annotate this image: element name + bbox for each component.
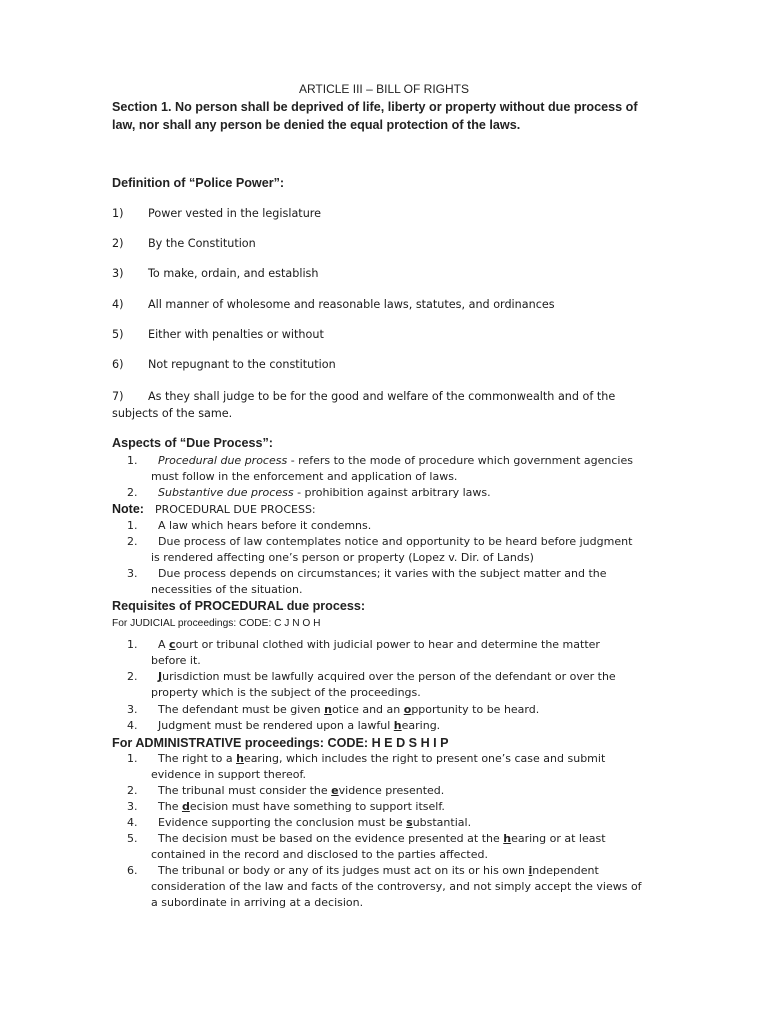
article-title: ARTICLE III – BILL OF RIGHTS bbox=[298, 82, 470, 96]
list-item bbox=[158, 670, 616, 683]
text-part: earing or at least bbox=[511, 832, 606, 845]
list-item-number: 3. bbox=[127, 567, 138, 580]
list-item-number: 2. bbox=[127, 486, 138, 499]
text-part: The bbox=[158, 800, 182, 813]
list-item-number: 2) bbox=[112, 237, 124, 250]
list-item-text: Either with penalties or without bbox=[148, 328, 324, 341]
list-item-continuation: property which is the subject of the proceedings. bbox=[151, 686, 421, 699]
text-part: earing, which includes the right to present one’s case and submit bbox=[243, 752, 606, 765]
list-item-number: 1. bbox=[127, 752, 138, 765]
section-1-text: Section 1. No person shall be deprived of life, liberty or property without due process of law, nor shall any person be denied the equal protection of the laws. bbox=[112, 100, 638, 132]
list-item bbox=[158, 454, 633, 467]
list-item-text: To make, ordain, and establish bbox=[148, 267, 319, 280]
list-item-text: Due process of law contemplates notice and opportunity to be heard before judgment bbox=[158, 535, 633, 548]
list-item-continuation: is rendered affecting one’s person or property (Lopez v. Dir. of Lands) bbox=[151, 551, 534, 564]
list-item-number: 1) bbox=[112, 207, 124, 220]
list-item-number: 1. bbox=[127, 638, 138, 651]
judicial-code: For JUDICIAL proceedings: CODE: C J N O H bbox=[112, 618, 321, 629]
text-part: vidence presented. bbox=[338, 784, 445, 797]
text-part: The defendant must be given bbox=[158, 703, 325, 716]
list-item-number: 6) bbox=[112, 358, 124, 371]
list-item-text: Power vested in the legislature bbox=[148, 207, 322, 220]
code-letter: d bbox=[181, 800, 190, 813]
note-label: Note: bbox=[112, 502, 144, 516]
list-item-number: 1. bbox=[127, 454, 138, 467]
list-item-continuation: must follow in the enforcement and application of laws. bbox=[151, 470, 458, 483]
list-item-text: As they shall judge to be for the good and welfare of the commonwealth and of the subjects of the same. bbox=[112, 390, 616, 420]
list-item-number: 2. bbox=[127, 670, 138, 683]
list-item-number: 2. bbox=[127, 535, 138, 548]
list-item-number: 3. bbox=[127, 800, 138, 813]
list-item-number: 4. bbox=[127, 816, 138, 829]
admin-code-heading: For ADMINISTRATIVE proceedings: CODE: H E D S H I P bbox=[112, 736, 449, 750]
code-letter: o bbox=[403, 703, 412, 716]
list-item bbox=[158, 486, 491, 499]
code-letter: s bbox=[406, 816, 413, 829]
list-item-text: Not repugnant to the constitution bbox=[148, 358, 336, 371]
list-item-text: By the Constitution bbox=[148, 237, 256, 250]
text-part: ubstantial. bbox=[412, 816, 472, 829]
text-part: ecision must have something to support itself. bbox=[189, 800, 445, 813]
list-item-text: - prohibition against arbitrary laws. bbox=[293, 486, 491, 499]
code-letter: n bbox=[324, 703, 332, 716]
list-item bbox=[158, 816, 471, 829]
text-part: A bbox=[158, 638, 170, 651]
code-letter: h bbox=[393, 719, 402, 732]
term-italic: Substantive due process bbox=[158, 486, 294, 499]
list-item-number: 5. bbox=[127, 832, 138, 845]
list-item-number: 3. bbox=[127, 703, 138, 716]
list-item-number: 4) bbox=[112, 298, 124, 311]
text-part: ourt or tribunal clothed with judicial power to hear and determine the matter bbox=[175, 638, 600, 651]
list-item bbox=[158, 752, 605, 765]
code-letter: e bbox=[331, 784, 339, 797]
list-item-continuation: contained in the record and disclosed to the parties affected. bbox=[151, 848, 488, 861]
list-item-text: - refers to the mode of procedure which government agencies bbox=[287, 454, 633, 467]
term-italic: Procedural due process bbox=[158, 454, 288, 467]
list-item-number: 4. bbox=[127, 719, 138, 732]
text-part: The tribunal or body or any of its judges must act on its or his own bbox=[158, 864, 529, 877]
list-item bbox=[158, 638, 600, 651]
list-item-number: 2. bbox=[127, 784, 138, 797]
code-letter: h bbox=[236, 752, 244, 765]
list-item bbox=[158, 832, 606, 845]
list-item bbox=[158, 800, 445, 813]
list-item-text: All manner of wholesome and reasonable laws, statutes, and ordinances bbox=[148, 298, 555, 311]
list-item bbox=[158, 864, 599, 877]
text-part: The tribunal must consider the bbox=[158, 784, 332, 797]
code-letter: h bbox=[503, 832, 512, 845]
text-part: otice and an bbox=[331, 703, 404, 716]
list-item bbox=[158, 719, 440, 732]
text-part: urisdiction must be lawfully acquired over the person of the defendant or over the bbox=[162, 670, 616, 683]
list-item-text: Due process depends on circumstances; it varies with the subject matter and the bbox=[158, 567, 607, 580]
list-item-text: A law which hears before it condemns. bbox=[158, 519, 372, 532]
list-item-number: 6. bbox=[127, 864, 138, 877]
police-power-heading: Definition of “Police Power”: bbox=[112, 176, 285, 190]
code-letter: c bbox=[169, 638, 176, 651]
list-item-continuation: before it. bbox=[151, 654, 201, 667]
list-item bbox=[158, 703, 539, 716]
due-process-heading: Aspects of “Due Process”: bbox=[112, 436, 273, 450]
text-part: ndependent bbox=[532, 864, 599, 877]
text-part: Evidence supporting the conclusion must be bbox=[158, 816, 407, 829]
note-text: PROCEDURAL DUE PROCESS: bbox=[155, 503, 316, 516]
list-item-number: 1. bbox=[127, 519, 138, 532]
list-item-continuation: a subordinate in arriving at a decision. bbox=[151, 896, 364, 909]
text-part: pportunity to be heard. bbox=[411, 703, 540, 716]
list-item-continuation: necessities of the situation. bbox=[151, 583, 303, 596]
list-item-number: 7) bbox=[112, 390, 124, 403]
list-item bbox=[112, 388, 657, 422]
list-item bbox=[158, 784, 444, 797]
text-part: Judgment must be rendered upon a lawful bbox=[158, 719, 394, 732]
list-item-continuation: evidence in support thereof. bbox=[151, 768, 307, 781]
requisites-heading: Requisites of PROCEDURAL due process: bbox=[112, 599, 366, 613]
code-letter: i bbox=[528, 864, 533, 877]
list-item-number: 5) bbox=[112, 328, 124, 341]
list-item-continuation: consideration of the law and facts of the controversy, and not simply accept the views of bbox=[151, 880, 642, 893]
text-part: earing. bbox=[401, 719, 441, 732]
text-part: The decision must be based on the evidence presented at the bbox=[158, 832, 504, 845]
list-item-number: 3) bbox=[112, 267, 124, 280]
text-part: The right to a bbox=[158, 752, 237, 765]
code-letter: J bbox=[158, 670, 163, 683]
